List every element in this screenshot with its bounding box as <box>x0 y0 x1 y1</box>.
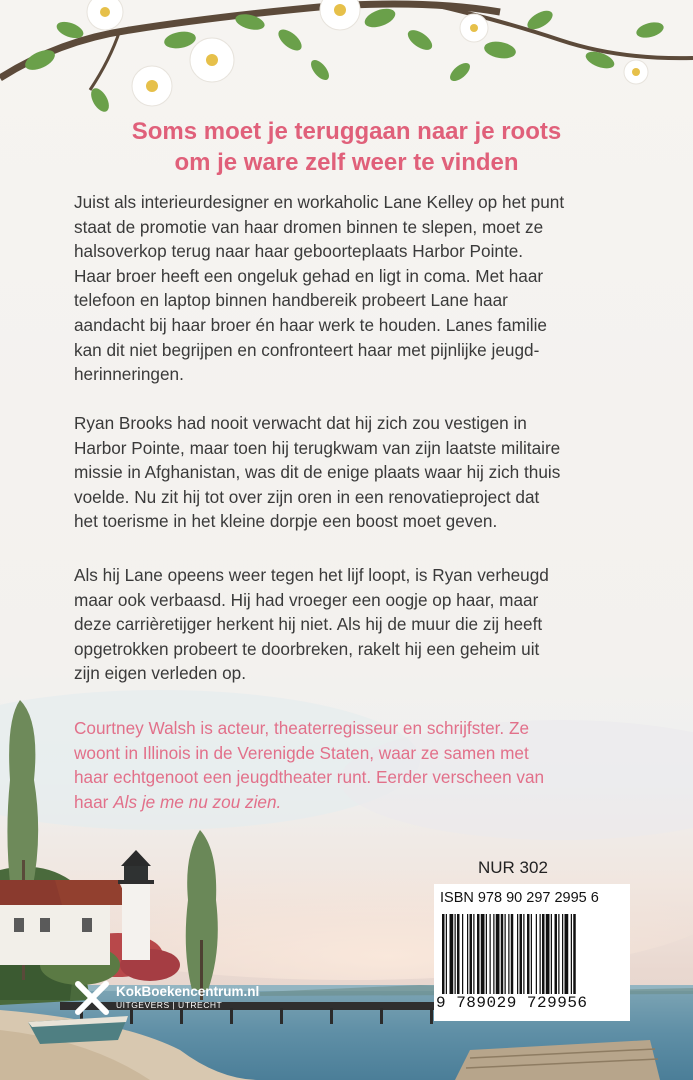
barcode <box>440 914 624 994</box>
text-line: Als hij Lane opeens weer tegen het lijf loopt, is Ryan verheugd <box>74 565 549 585</box>
previous-book-title: Als je me nu zou zien. <box>113 791 282 812</box>
text-line: Harbor Pointe, maar toen hij terugkwam van zijn laatste militaire <box>74 437 561 458</box>
text-line: staat de promotie van haar dromen binnen te slepen, moet ze <box>74 216 544 237</box>
publisher-logo <box>72 978 260 1023</box>
synopsis-paragraph-1 <box>74 190 634 387</box>
text-line: maar ook verbaasd. Hij had vroeger een oogje op haar, maar <box>74 589 539 610</box>
text-line: herinneringen. <box>74 364 184 385</box>
text-line: Ryan Brooks had nooit verwacht dat hij zich zou vestigen in <box>74 413 527 433</box>
text-line: het toerisme in het kleine dorpje een boost moet geven. <box>74 511 498 532</box>
text-line: voelde. Nu zit hij tot over zijn oren in een renovatieproject dat <box>74 486 540 507</box>
text-line: woont in Illinois in de Verenigde Staten, waar ze samen met <box>74 742 529 763</box>
synopsis-paragraph-2 <box>74 411 634 534</box>
tagline-line-1: Soms moet je teruggaan naar je roots <box>131 118 562 145</box>
barcode-panel <box>434 884 630 1021</box>
text-line-last <box>74 790 634 815</box>
text-line: missie in Afghanistan, was dit de enige plaats waar hij zich thuis <box>74 462 561 483</box>
publisher-name: KokBoekencentrum.nl <box>116 984 260 999</box>
text-line: telefoon en laptop binnen handbereik probeert Lane haar <box>74 290 508 311</box>
text-line: zijn eigen verleden op. <box>74 663 246 684</box>
text-line: Juist als interieurdesigner en workaholic Lane Kelley op het punt <box>74 192 565 212</box>
text-prefix: haar <box>74 791 114 812</box>
text-line: deze carrièretijger herkent hij niet. Als hij de muur die zij heeft <box>74 614 543 635</box>
publisher-subtitle: UITGEVERS | UTRECHT <box>116 1000 223 1010</box>
text-line: Courtney Walsh is acteur, theaterregisseur en schrijfster. Ze <box>74 718 530 738</box>
author-bio <box>74 716 634 814</box>
text-line: haar echtgenoot een jeugdtheater runt. Eerder verscheen van <box>74 767 545 788</box>
publisher-logo-icon <box>72 978 112 1018</box>
tagline-line-2: om je ware zelf weer te vinden <box>174 149 519 176</box>
nur-code: NUR 302 <box>478 858 548 877</box>
synopsis-paragraph-3 <box>74 563 634 686</box>
text-line: aandacht bij haar broer én haar werk te houden. Lanes familie <box>74 314 547 335</box>
text-line: Haar broer heeft een ongeluk gehad en ligt in coma. Met haar <box>74 265 544 286</box>
text-line: kan dit niet begrijpen en confronteert haar met pijnlijke jeugd- <box>74 339 540 360</box>
text-line: opgetrokken probeert te doorbreken, rakelt hij een geheim uit <box>74 638 540 659</box>
isbn-text: ISBN 978 90 297 2995 6 <box>440 890 599 906</box>
text-line: halsoverkop terug naar haar geboorteplaats Harbor Pointe. <box>74 241 524 262</box>
barcode-digits: 9 789029 729956 <box>436 994 588 1012</box>
